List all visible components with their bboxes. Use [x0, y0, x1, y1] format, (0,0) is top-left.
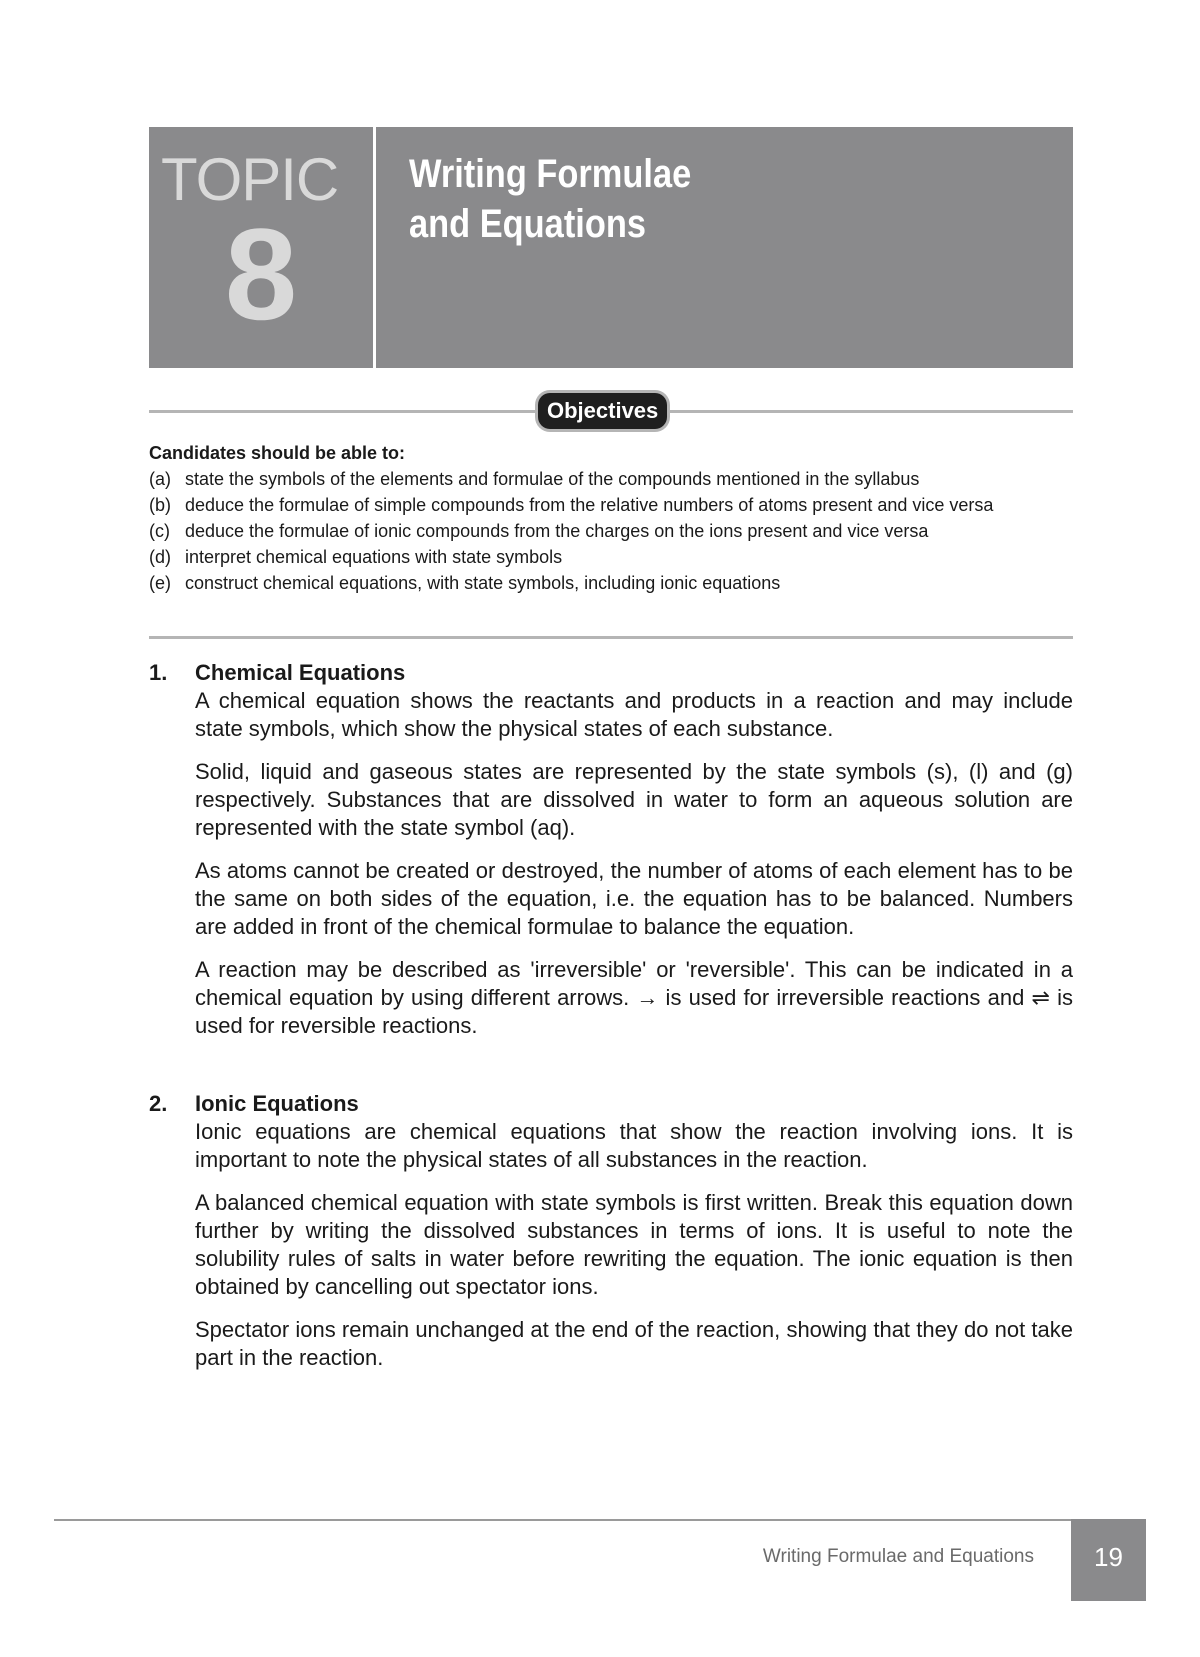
title-line-2: and Equations [409, 202, 646, 246]
objectives-lead: Candidates should be able to: [149, 443, 406, 463]
objectives-badge: Objectives [538, 393, 667, 429]
section-heading [149, 1090, 1073, 1118]
objective-letter: (c) [149, 521, 170, 541]
objective-item [149, 544, 1073, 570]
section-title: Ionic Equations [195, 1091, 359, 1116]
objective-text: interpret chemical equations with state symbols [185, 547, 563, 567]
page-title [409, 149, 691, 249]
paragraph: A balanced chemical equation with state symbols is first written. Break this equation down further by writing the dissolved substances in terms of ions. It is useful to note the solubility rules of salts in water before rewriting the equation. The ionic equation is then obtained by cancelling out spectator ions. [195, 1190, 1073, 1299]
objective-item [149, 466, 1073, 492]
objective-text: state the symbols of the elements and formulae of the compounds mentioned in the syllabus [185, 469, 920, 489]
footer-rule [54, 1519, 1072, 1521]
objective-item [149, 492, 1073, 518]
section-chemical-equations [149, 659, 1073, 1055]
section-number: 1. [149, 660, 168, 685]
paragraph: A chemical equation shows the reactants and products in a reaction and may include state symbols, which show the physical states of each substance. [195, 688, 1073, 741]
paragraph: As atoms cannot be created or destroyed, the number of atoms of each element has to be the same on both sides of the equation, i.e. the equation has to be balanced. Numbers are added in front of the chemical formulae to balance the equation. [195, 858, 1073, 939]
section-ionic-equations [149, 1090, 1073, 1387]
topic-number: 8 [224, 201, 298, 347]
title-line-1: Writing Formulae [409, 152, 692, 196]
objective-letter: (e) [149, 573, 171, 593]
objectives-bottom-rule [149, 636, 1073, 639]
topic-banner [149, 127, 1073, 368]
objective-text: deduce the formulae of ionic compounds from the charges on the ions present and vice versa [185, 521, 929, 541]
objective-letter: (b) [149, 495, 171, 515]
paragraph: Spectator ions remain unchanged at the end of the reaction, showing that they do not take part in the reaction. [195, 1317, 1073, 1370]
paragraph: A reaction may be described as 'irreversible' or 'reversible'. This can be indicated in a chemical equation by using different arrows. → is used for irreversible reactions and ⇌ is used for reversible reactions. [195, 957, 1073, 1038]
objective-letter: (a) [149, 469, 171, 489]
paragraph: Solid, liquid and gaseous states are represented by the state symbols (s), (l) and (g) respectively. Substances that are dissolved in water to form an aqueous solution are represented with the state symbol (aq). [195, 759, 1073, 840]
section-heading [149, 659, 1073, 687]
section-body [195, 1118, 1073, 1372]
section-title: Chemical Equations [195, 660, 406, 685]
banner-divider [373, 127, 376, 368]
objective-letter: (d) [149, 547, 171, 567]
objective-text: construct chemical equations, with state symbols, including ionic equations [185, 573, 781, 593]
topic-label: TOPIC [161, 146, 339, 213]
objectives-block [149, 440, 1073, 596]
page-number: 19 [1071, 1519, 1146, 1601]
objective-item [149, 518, 1073, 544]
running-title: Writing Formulae and Equations [762, 1546, 1034, 1567]
objective-text: deduce the formulae of simple compounds from the relative numbers of atoms present and vice versa [185, 495, 994, 515]
objective-item [149, 570, 1073, 596]
section-number: 2. [149, 1091, 168, 1116]
objectives-list [149, 466, 1073, 596]
paragraph: Ionic equations are chemical equations that show the reaction involving ions. It is important to note the physical states of all substances in the reaction. [195, 1119, 1073, 1172]
section-body [195, 687, 1073, 1040]
